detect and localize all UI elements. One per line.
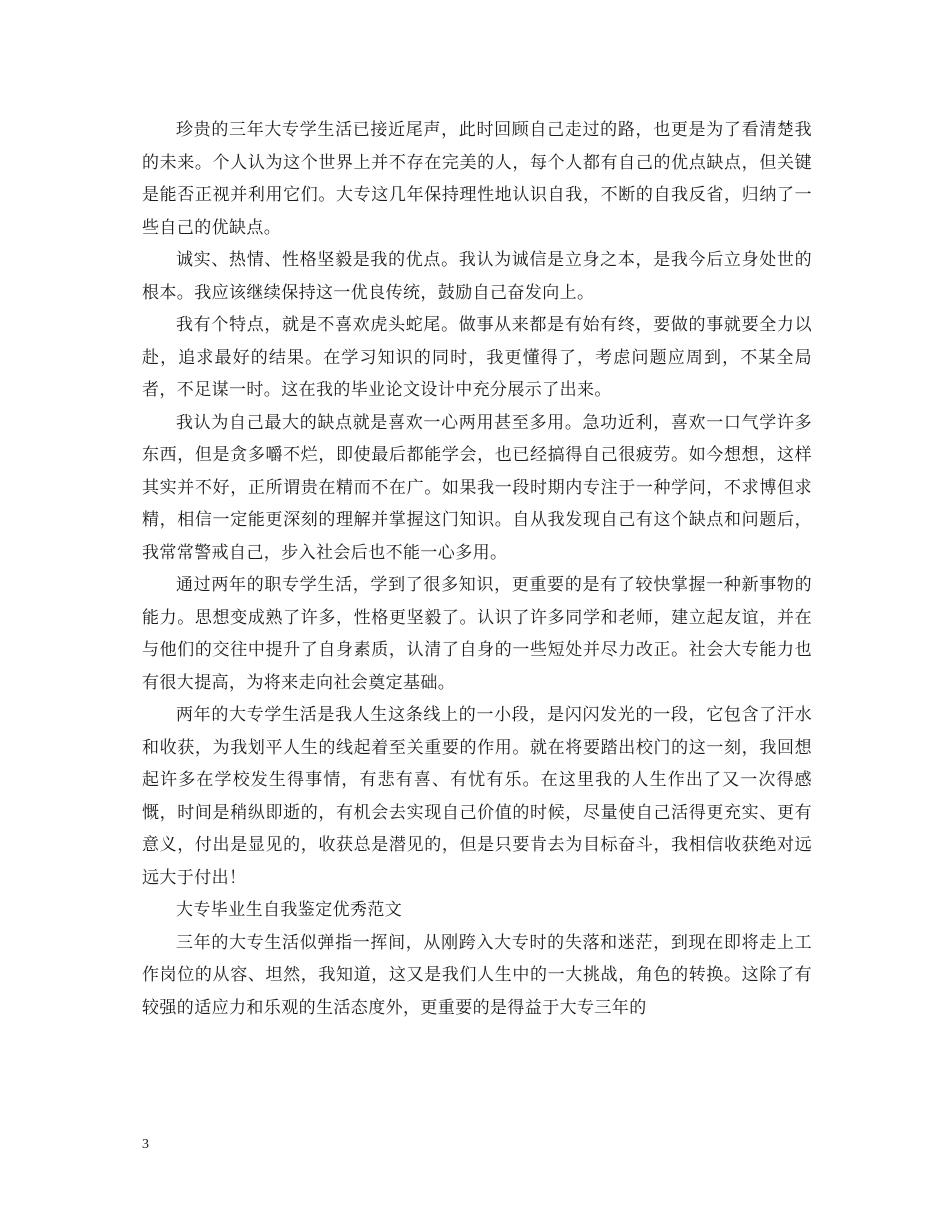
closing-paragraph: 三年的大专生活似弹指一挥间，从刚跨入大专时的失落和迷茫，到现在即将走上工作岗位的从容、坦然，我知道，这又是我们人生中的一大挑战，角色的转换。这除了有较强的适应力和乐观的生活态度外，更重要的是得益于大专三年的: [142, 932, 812, 1018]
document-body: [142, 114, 812, 1024]
page-number: 3: [142, 1137, 149, 1152]
paragraph-3: 我有个特点，就是不喜欢虎头蛇尾。做事从来都是有始有终，要做的事就要全力以赴，追求最好的结果。在学习知识的同时，我更懂得了，考虑问题应周到，不某全局者，不足谋一时。这在我的毕业论文设计中充分展示了出来。: [142, 315, 812, 400]
paragraph-5: 通过两年的职专学生活，学到了很多知识，更重要的是有了较快掌握一种新事物的能力。思想变成熟了许多，性格更坚毅了。认识了许多同学和老师，建立起友谊，并在与他们的交往中提升了自身素质，认清了自身的一些短处并尽力改正。社会大专能力也有很大提高，为将来走向社会奠定基础。: [142, 575, 812, 693]
paragraph-2: 诚实、热情、性格坚毅是我的优点。我认为诚信是立身之本，是我今后立身处世的根本。我应该继续保持这一优良传统，鼓励自己奋发向上。: [142, 250, 812, 303]
paragraph-6: 两年的大专学生活是我人生这条线上的一小段，是闪闪发光的一段，它包含了汗水和收获，为我划平人生的线起着至关重要的作用。就在将要踏出校门的这一刻，我回想起许多在学校发生得事情，有悲有喜、有忧有乐。在这里我的人生作出了又一次得感慨，时间是稍纵即逝的，有机会去实现自己价值的时候，尽量使自己活得更充实、更有意义，付出是显见的，收获总是潜见的，但是只要肯去为目标奋斗，我相信收获绝对远远大于付出！: [142, 705, 812, 888]
paragraph-1: 珍贵的三年大专学生活已接近尾声，此时回顾自己走过的路，也更是为了看清楚我的未来。个人认为这个世界上并不存在完美的人，每个人都有自己的优点缺点，但关键是能否正视并利用它们。大专这几年保持理性地认识自我，不断的自我反省，归纳了一些自己的优缺点。: [142, 120, 812, 238]
section-title: 大专毕业生自我鉴定优秀范文: [176, 900, 403, 920]
paragraph-4: 我认为自己最大的缺点就是喜欢一心两用甚至多用。急功近利，喜欢一口气学许多东西，但是贪多嚼不烂，即使最后都能学会，也已经搞得自己很疲劳。如今想想，这样其实并不好，正所谓贵在精而不在广。如果我一段时期内专注于一种学问，不求博但求精，相信一定能更深刻的理解并掌握这门知识。自从我发现自己有这个缺点和问题后，我常常警戒自己，步入社会后也不能一心多用。: [142, 412, 812, 563]
